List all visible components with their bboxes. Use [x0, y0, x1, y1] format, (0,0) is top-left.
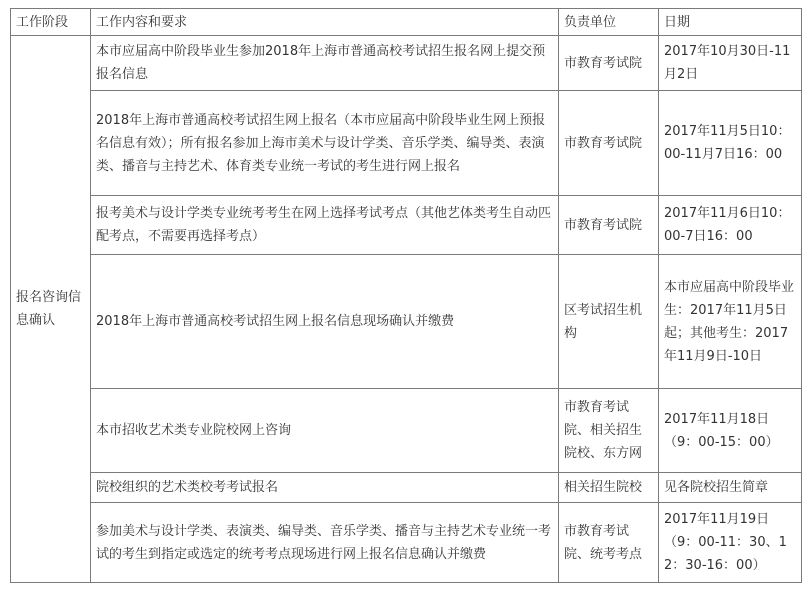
content-cell: 本市应届高中阶段毕业生参加2018年上海市普通高校考试招生报名网上提交预报名信息 — [91, 36, 559, 91]
table-row — [11, 91, 802, 196]
date-cell: 见各院校招生简章 — [659, 473, 802, 503]
unit-cell: 市教育考试院 — [559, 91, 659, 196]
content-cell: 院校组织的艺术类校考考试报名 — [91, 473, 559, 503]
content-cell: 报考美术与设计学类专业统考考生在网上选择考试考点（其他艺体类考生自动匹配考点，不需要再选择考点） — [91, 196, 559, 255]
content-cell: 2018年上海市普通高校考试招生网上报名信息现场确认并缴费 — [91, 255, 559, 389]
unit-cell: 区考试招生机构 — [559, 255, 659, 389]
unit-cell: 市教育考试院 — [559, 36, 659, 91]
table-row — [11, 503, 802, 583]
unit-cell: 市教育考试院、相关招生院校、东方网 — [559, 389, 659, 473]
unit-cell: 市教育考试院 — [559, 196, 659, 255]
header-content: 工作内容和要求 — [91, 9, 559, 36]
table-row — [11, 255, 802, 389]
table-row — [11, 473, 802, 503]
unit-cell: 市教育考试院、统考考点 — [559, 503, 659, 583]
content-cell: 本市招收艺术类专业院校网上咨询 — [91, 389, 559, 473]
stage-cell: 报名咨询信息确认 — [11, 36, 91, 583]
date-cell: 2017年11月19日（9：00-11：30、12：30-16：00） — [659, 503, 802, 583]
header-stage: 工作阶段 — [11, 9, 91, 36]
content-cell: 2018年上海市普通高校考试招生网上报名（本市应届高中阶段毕业生网上预报名信息有效）；所有报名参加上海市美术与设计学类、音乐学类、编导类、表演类、播音与主持艺术、体育类专业统一考试的考生进行网上报名 — [91, 91, 559, 196]
date-cell: 2017年10月30日-11月2日 — [659, 36, 802, 91]
date-cell: 本市应届高中阶段毕业生：2017年11月5日起；其他考生：2017年11月9日-10日 — [659, 255, 802, 389]
date-cell: 2017年11月5日10：00-11月7日16：00 — [659, 91, 802, 196]
table-row — [11, 389, 802, 473]
table-row — [11, 36, 802, 91]
header-unit: 负责单位 — [559, 9, 659, 36]
date-cell: 2017年11月18日（9：00-15：00） — [659, 389, 802, 473]
schedule-table — [10, 8, 802, 583]
date-cell: 2017年11月6日10：00-7日16：00 — [659, 196, 802, 255]
table-row — [11, 196, 802, 255]
unit-cell: 相关招生院校 — [559, 473, 659, 503]
header-row — [11, 9, 802, 36]
content-cell: 参加美术与设计学类、表演类、编导类、音乐学类、播音与主持艺术专业统一考试的考生到指定或选定的统考考点现场进行网上报名信息确认并缴费 — [91, 503, 559, 583]
header-date: 日期 — [659, 9, 802, 36]
